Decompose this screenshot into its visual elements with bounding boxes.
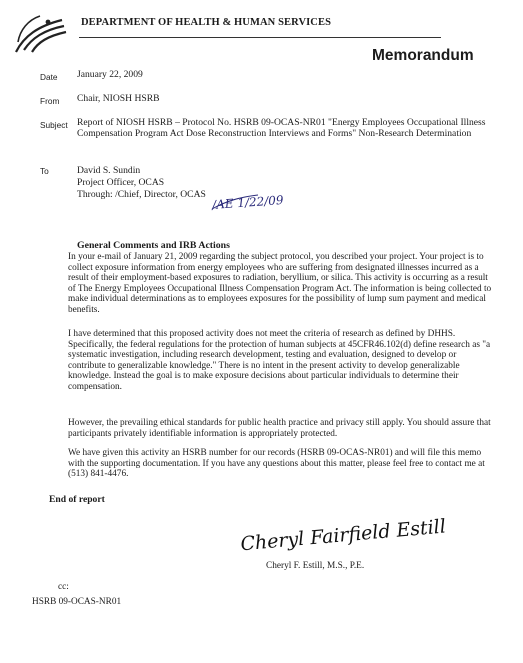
department-name: DEPARTMENT OF HEALTH & HUMAN SERVICES [81, 17, 332, 28]
signature-text: Cheryl Fairfield Estill [239, 515, 447, 556]
date-value: January 22, 2009 [77, 69, 143, 80]
memo-title: Memorandum [372, 47, 474, 64]
cc-label: cc: [58, 582, 69, 592]
paragraph-2: I have determined that this proposed activity does not meet the criteria of research as defined by DHHS. Specifically, the federal regulations for the protection of human subjects at 45CFR46.102(d) define research as "a systematic investigation, including research development, testing and evaluation, designed to develop or contribute to generalizable knowledge." There is no intent in the present activity to develop generalizable knowledge. Instead the goal is to make exposure decisions about particular individuals to determine their compensation. [68, 329, 491, 392]
paragraph-1: In your e-mail of January 21, 2009 regarding the subject protocol, you described your project. Your project is to collect exposure information from energy employees who are suffering from designated illnesses incurred as a result of their employment-based exposures to radiation, beryllium, or silica. This activity is occurring as a result of The Energy Employees Occupational Illness Compensation Program Act. The information is being collected to make individual determinations as to employees exposures for the possibility of lump sum payment and medical benefits. [68, 252, 492, 315]
hhs-logo-icon [10, 12, 70, 58]
from-value: Chair, NIOSH HSRB [77, 93, 160, 104]
subject-value: Report of NIOSH HSRB – Protocol No. HSRB 09-OCAS-NR01 "Energy Employees Occupational Illness Compensation Program Act Dose Reconstruction Interviews and Forms" Non-Research Determination [77, 117, 486, 139]
cc-reference: HSRB 09-OCAS-NR01 [32, 597, 122, 607]
to-name: David S. Sundin [77, 165, 141, 176]
paragraph-3: However, the prevailing ethical standards for public health practice and privacy still apply. You should assure that participants privately identifiable information is appropriately protected. [68, 418, 491, 439]
to-label: To [40, 166, 49, 176]
signatory-name: Cheryl F. Estill, M.S., P.E. [266, 561, 365, 571]
handwritten-initials [210, 192, 284, 212]
header-rule [79, 37, 441, 38]
from-label: From [40, 96, 60, 106]
paragraph-4: We have given this activity an HSRB number for our records (HSRB 09-OCAS-NR01) and will file this memo with the supporting documentation. If you have any questions about this matter, please feel free to contact me at (513) 841-4476. [68, 448, 485, 480]
initials-text: /AE 1/22/09 [211, 192, 284, 212]
handwritten-signature [236, 510, 447, 558]
end-of-report: End of report [49, 494, 105, 505]
subject-label: Subject [40, 120, 68, 130]
to-title: Project Officer, OCAS [77, 177, 165, 188]
section-heading: General Comments and IRB Actions [77, 240, 230, 251]
to-through: Through: /Chief, Director, OCAS [77, 189, 206, 200]
date-label: Date [40, 72, 58, 82]
